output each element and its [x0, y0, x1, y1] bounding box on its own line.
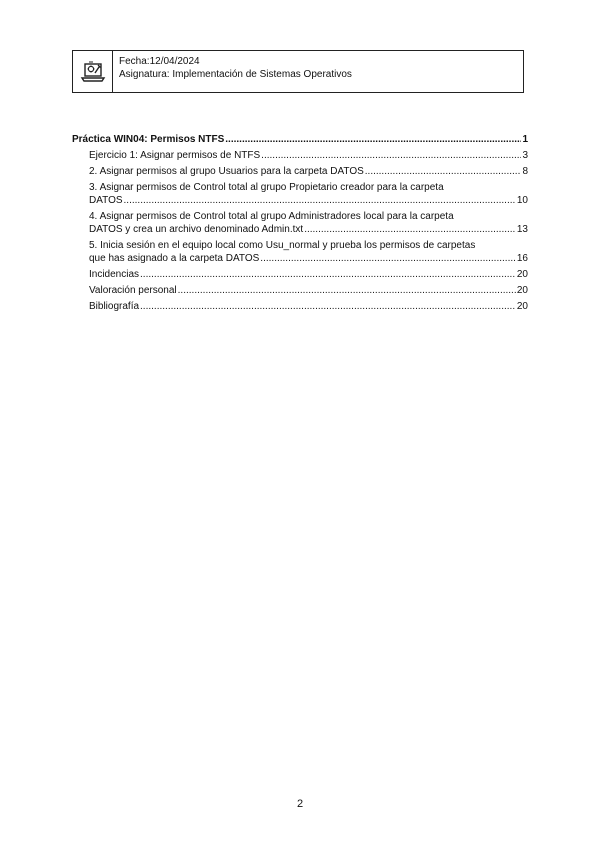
toc-entry-ejercicio-2[interactable]	[72, 165, 528, 178]
toc-leader	[261, 149, 521, 162]
toc-entry-title: Incidencias	[89, 269, 140, 280]
toc-entry-page: 20	[516, 269, 528, 280]
table-of-contents	[72, 133, 528, 316]
header-text	[113, 51, 358, 92]
toc-entry-title: Ejercicio 1: Asignar permisos de NTFS	[89, 150, 261, 161]
toc-entry-page: 1	[522, 134, 528, 145]
header-subject: Asignatura: Implementación de Sistemas Operativos	[119, 69, 352, 80]
toc-entry-title-line1: 5. Inicia sesión en el equipo local como Usu_normal y prueba los permisos de carpetas	[89, 240, 476, 251]
toc-entry-title-line2: DATOS y crea un archivo denominado Admin.txt	[89, 224, 304, 235]
toc-entry-page: 20	[516, 285, 528, 296]
toc-entry-title: Bibliografía	[89, 301, 140, 312]
toc-entry-incidencias[interactable]	[72, 268, 528, 281]
toc-entry-title: 2. Asignar permisos al grupo Usuarios para la carpeta DATOS	[89, 166, 364, 177]
toc-entry-page: 13	[516, 224, 528, 235]
document-header	[72, 50, 524, 93]
toc-entry-valoracion[interactable]	[72, 284, 528, 297]
toc-leader	[124, 194, 516, 207]
toc-leader	[140, 268, 516, 281]
toc-entry-main[interactable]	[72, 133, 528, 146]
toc-entry-ejercicio-1[interactable]	[72, 149, 528, 162]
toc-entry-page: 20	[516, 301, 528, 312]
toc-leader	[225, 133, 521, 146]
toc-entry-title: Valoración personal	[89, 285, 177, 296]
toc-entry-page: 10	[516, 195, 528, 206]
toc-entry-title-line1: 4. Asignar permisos de Control total al grupo Administradores local para la carpeta	[89, 211, 454, 222]
toc-entry-page: 3	[522, 150, 528, 161]
toc-leader	[260, 252, 516, 265]
toc-leader	[140, 300, 516, 313]
toc-entry-last-line	[89, 223, 528, 236]
toc-entry-page: 16	[516, 253, 528, 264]
toc-leader	[178, 284, 516, 297]
laptop-tools-icon	[80, 60, 106, 84]
toc-entry-title-line2: que has asignado a la carpeta DATOS	[89, 253, 260, 264]
toc-entry-last-line	[89, 194, 528, 207]
toc-entry-last-line	[89, 252, 528, 265]
page-number: 2	[296, 798, 304, 810]
toc-entry-ejercicio-4[interactable]	[72, 210, 528, 236]
toc-leader	[304, 223, 516, 236]
toc-entry-title: Práctica WIN04: Permisos NTFS	[72, 134, 225, 145]
toc-entry-bibliografia[interactable]	[72, 300, 528, 313]
header-icon-cell	[73, 51, 113, 92]
toc-entry-title-line2: DATOS	[89, 195, 123, 206]
toc-entry-title-line1: 3. Asignar permisos de Control total al grupo Propietario creador para la carpeta	[89, 182, 444, 193]
toc-entry-ejercicio-3[interactable]	[72, 181, 528, 207]
toc-leader	[365, 165, 522, 178]
toc-entry-page: 8	[522, 166, 528, 177]
toc-entry-ejercicio-5[interactable]	[72, 239, 528, 265]
header-date: Fecha:12/04/2024	[119, 56, 200, 67]
